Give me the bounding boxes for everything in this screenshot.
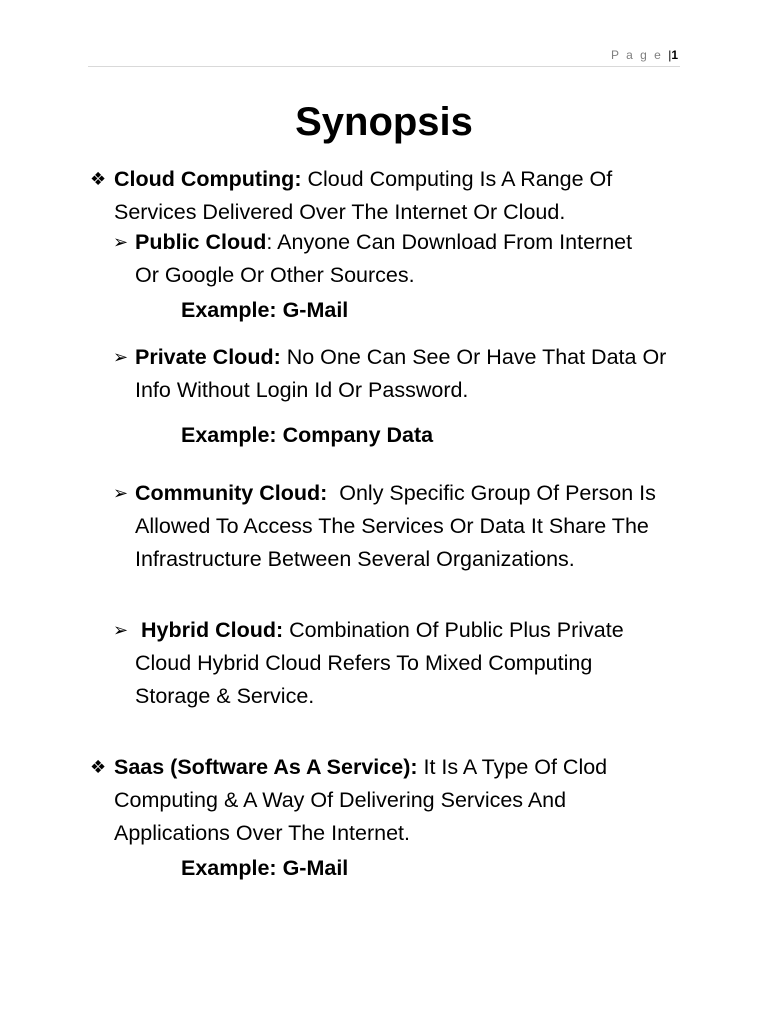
example-private-cloud: Example: Company Data bbox=[181, 423, 434, 447]
text-line: : Anyone Can Download From Internet bbox=[266, 230, 633, 254]
text-line: Info Without Login Id Or Password. bbox=[135, 378, 469, 402]
text-line: Cloud Hybrid Cloud Refers To Mixed Computing bbox=[135, 651, 593, 675]
page-label: P a g e bbox=[611, 48, 663, 62]
arrowhead-bullet-icon: ➢ bbox=[113, 232, 129, 252]
text-line: Storage & Service. bbox=[135, 684, 315, 708]
arrowhead-bullet-icon: ➢ bbox=[113, 620, 129, 640]
arrowhead-bullet-icon: ➢ bbox=[113, 347, 129, 367]
text-line: Combination Of Public Plus Private bbox=[283, 618, 624, 642]
four-diamond-bullet-icon: ❖ bbox=[90, 169, 107, 189]
page-title: Synopsis bbox=[295, 100, 473, 144]
text-line: Infrastructure Between Several Organizations. bbox=[135, 547, 575, 571]
term-public-cloud: Public Cloud bbox=[135, 230, 267, 254]
four-diamond-bullet-icon: ❖ bbox=[90, 757, 107, 777]
section-private-cloud bbox=[113, 341, 713, 407]
text-line: Or Google Or Other Sources. bbox=[135, 263, 415, 287]
page-header bbox=[611, 48, 678, 62]
section-saas bbox=[90, 751, 710, 850]
text-line: Cloud Computing Is A Range Of bbox=[301, 167, 613, 191]
example-public-cloud: Example: G-Mail bbox=[181, 298, 349, 322]
text-line: Services Delivered Over The Internet Or Cloud. bbox=[114, 200, 566, 224]
example-saas: Example: G-Mail bbox=[181, 856, 349, 880]
text-line: Only Specific Group Of Person Is bbox=[327, 481, 656, 505]
section-community-cloud bbox=[113, 477, 713, 576]
text-line: Applications Over The Internet. bbox=[114, 821, 410, 845]
term-community-cloud: Community Cloud: bbox=[135, 481, 328, 505]
term-cloud-computing: Cloud Computing: bbox=[114, 167, 302, 191]
term-saas: Saas (Software As A Service): bbox=[114, 755, 418, 779]
page-separator: | bbox=[668, 48, 672, 62]
term-hybrid-cloud: Hybrid Cloud: bbox=[141, 618, 284, 642]
text-line: It Is A Type Of Clod bbox=[417, 755, 608, 779]
text-line: Allowed To Access The Services Or Data It Share The bbox=[135, 514, 649, 538]
section-public-cloud bbox=[113, 226, 713, 292]
section-hybrid-cloud bbox=[113, 614, 713, 713]
text-line: Computing & A Way Of Delivering Services And bbox=[114, 788, 567, 812]
section-cloud-computing bbox=[90, 163, 710, 229]
header-rule bbox=[88, 66, 680, 67]
arrowhead-bullet-icon: ➢ bbox=[113, 483, 129, 503]
term-private-cloud: Private Cloud: bbox=[135, 345, 281, 369]
page-number: 1 bbox=[671, 48, 678, 62]
text-line: No One Can See Or Have That Data Or bbox=[280, 345, 667, 369]
